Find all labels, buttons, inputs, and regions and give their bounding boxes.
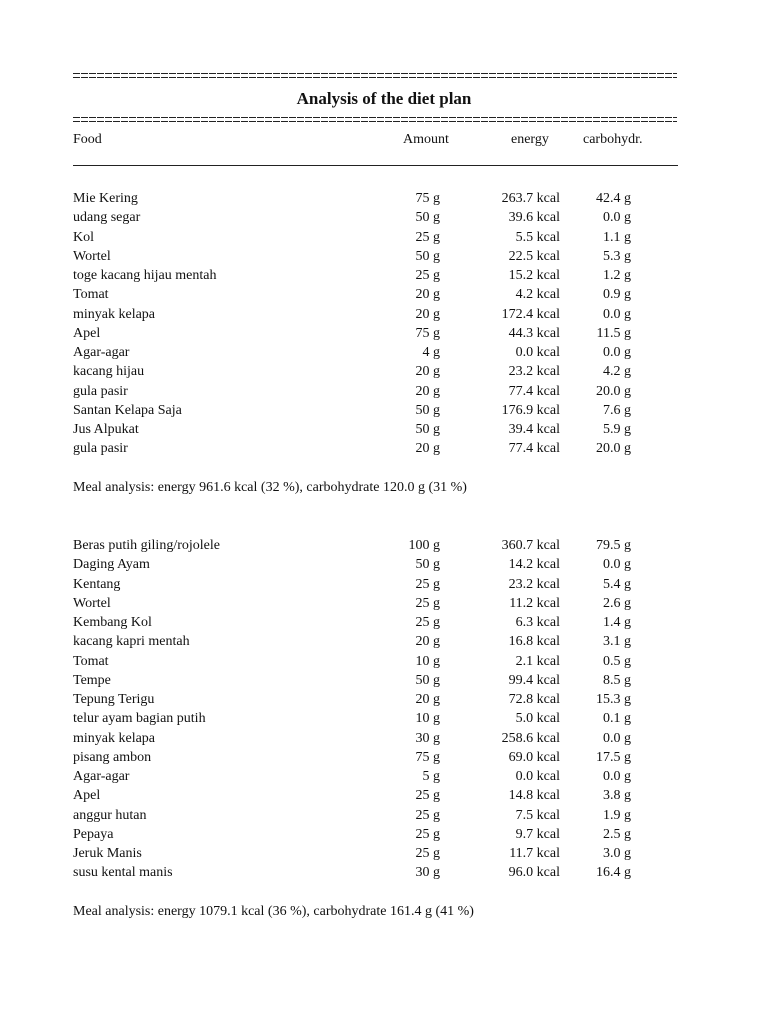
energy-cell: 7.5 kcal	[515, 807, 560, 823]
carbohydrate-cell: 79.5 g	[596, 538, 631, 553]
amount-cell: 75 g	[415, 749, 440, 765]
header-carbohydrate: carbohydr.	[583, 132, 643, 147]
food-cell: Jeruk Manis	[73, 846, 142, 861]
carbohydrate-cell: 0.0 g	[603, 730, 631, 746]
table-row	[0, 228, 768, 247]
amount-cell: 50 g	[415, 210, 440, 226]
food-cell: Wortel	[73, 248, 111, 264]
carbohydrate-cell: 1.9 g	[603, 807, 631, 823]
amount-cell: 25 g	[415, 615, 440, 630]
carbohydrate-cell: 4.2 g	[603, 364, 631, 380]
header-amount: Amount	[403, 132, 449, 147]
food-cell: kacang hijau	[73, 364, 145, 380]
food-cell: Mie Kering	[73, 191, 138, 206]
energy-cell: 39.4 kcal	[508, 422, 560, 437]
table-row	[0, 555, 768, 574]
food-cell: Kol	[73, 229, 94, 245]
table-row	[0, 671, 768, 690]
energy-cell: 11.2 kcal	[509, 595, 560, 611]
amount-cell: 5 g	[422, 769, 440, 784]
energy-cell: 23.2 kcal	[508, 364, 560, 380]
energy-cell: 14.8 kcal	[508, 788, 560, 804]
carbohydrate-cell: 1.4 g	[603, 615, 631, 630]
food-cell: pisang ambon	[73, 749, 152, 765]
amount-cell: 25 g	[415, 576, 440, 592]
meal-1-summary: Meal analysis: energy 961.6 kcal (32 %), carbohydrate 120.0 g (31 %)	[73, 480, 467, 495]
energy-cell: 172.4 kcal	[501, 306, 560, 322]
carbohydrate-cell: 0.0 g	[603, 769, 631, 784]
amount-cell: 20 g	[415, 634, 440, 650]
energy-cell: 96.0 kcal	[508, 865, 560, 881]
energy-cell: 0.0 kcal	[515, 769, 560, 784]
amount-cell: 50 g	[415, 402, 440, 418]
carbohydrate-cell: 42.4 g	[596, 191, 631, 206]
food-cell: Agar-agar	[73, 769, 130, 784]
table-row	[0, 613, 768, 632]
carbohydrate-cell: 20.0 g	[596, 441, 631, 457]
document-title: Analysis of the diet plan	[296, 89, 472, 108]
amount-cell: 20 g	[415, 306, 440, 322]
food-cell: minyak kelapa	[73, 730, 156, 746]
table-row	[0, 285, 768, 304]
table-row	[0, 709, 768, 728]
carbohydrate-cell: 0.0 g	[603, 210, 631, 226]
carbohydrate-cell: 0.5 g	[603, 653, 631, 669]
table-row	[0, 729, 768, 748]
energy-cell: 39.6 kcal	[508, 210, 560, 226]
carbohydrate-cell: 2.5 g	[603, 826, 631, 842]
food-cell: Santan Kelapa Saja	[73, 402, 182, 418]
table-row	[0, 632, 768, 651]
table-row	[0, 382, 768, 401]
energy-cell: 77.4 kcal	[508, 383, 560, 399]
food-cell: anggur hutan	[73, 807, 147, 823]
energy-cell: 360.7 kcal	[501, 538, 560, 553]
amount-cell: 75 g	[415, 191, 440, 206]
carbohydrate-cell: 0.0 g	[603, 557, 631, 573]
carbohydrate-cell: 16.4 g	[596, 865, 631, 881]
carbohydrate-cell: 0.0 g	[603, 345, 631, 360]
carbohydrate-cell: 3.8 g	[603, 788, 631, 804]
table-row	[0, 266, 768, 285]
carbohydrate-cell: 1.1 g	[603, 229, 631, 245]
amount-cell: 50 g	[415, 672, 440, 688]
energy-cell: 72.8 kcal	[508, 692, 560, 707]
amount-cell: 20 g	[415, 383, 440, 399]
carbohydrate-cell: 7.6 g	[603, 402, 631, 418]
table-row	[0, 844, 768, 863]
energy-cell: 77.4 kcal	[508, 441, 560, 457]
food-cell: Kembang Kol	[73, 615, 152, 630]
food-cell: gula pasir	[73, 441, 128, 457]
energy-cell: 9.7 kcal	[515, 826, 560, 842]
carbohydrate-cell: 0.9 g	[603, 287, 631, 303]
table-row	[0, 401, 768, 420]
amount-cell: 30 g	[415, 865, 440, 881]
table-row	[0, 305, 768, 324]
energy-cell: 22.5 kcal	[508, 248, 560, 264]
energy-cell: 6.3 kcal	[515, 615, 560, 630]
carbohydrate-cell: 8.5 g	[603, 672, 631, 688]
table-row	[0, 362, 768, 381]
carbohydrate-cell: 5.9 g	[603, 422, 631, 437]
meal-2-summary: Meal analysis: energy 1079.1 kcal (36 %), carbohydrate 161.4 g (41 %)	[73, 904, 474, 919]
table-row	[0, 189, 768, 208]
table-row	[0, 825, 768, 844]
food-cell: Apel	[73, 788, 101, 804]
amount-cell: 50 g	[415, 422, 440, 437]
energy-cell: 11.7 kcal	[509, 846, 560, 861]
energy-cell: 258.6 kcal	[501, 730, 560, 746]
title-double-rule	[73, 116, 677, 123]
table-row	[0, 247, 768, 266]
food-cell: kacang kapri mentah	[73, 634, 190, 650]
table-row	[0, 575, 768, 594]
amount-cell: 25 g	[415, 846, 440, 861]
carbohydrate-cell: 5.4 g	[603, 576, 631, 592]
energy-cell: 69.0 kcal	[508, 749, 560, 765]
amount-cell: 10 g	[415, 711, 440, 727]
amount-cell: 10 g	[415, 653, 440, 669]
amount-cell: 25 g	[415, 826, 440, 842]
amount-cell: 50 g	[415, 248, 440, 264]
amount-cell: 20 g	[415, 692, 440, 707]
carbohydrate-cell: 3.1 g	[603, 634, 631, 650]
amount-cell: 25 g	[415, 229, 440, 245]
energy-cell: 2.1 kcal	[515, 653, 560, 669]
energy-cell: 99.4 kcal	[508, 672, 560, 688]
food-cell: Jus Alpukat	[73, 422, 139, 437]
carbohydrate-cell: 1.2 g	[603, 268, 631, 283]
carbohydrate-cell: 15.3 g	[596, 692, 631, 707]
table-row	[0, 748, 768, 767]
table-row	[0, 863, 768, 882]
food-cell: Tepung Terigu	[73, 692, 155, 707]
food-cell: Beras putih giling/rojolele	[73, 538, 220, 553]
table-row	[0, 806, 768, 825]
energy-cell: 23.2 kcal	[508, 576, 560, 592]
table-row	[0, 786, 768, 805]
food-cell: Agar-agar	[73, 345, 130, 360]
energy-cell: 44.3 kcal	[508, 325, 560, 341]
header-underline	[73, 165, 678, 166]
energy-cell: 16.8 kcal	[508, 634, 560, 650]
amount-cell: 25 g	[415, 595, 440, 611]
food-cell: Tomat	[73, 653, 109, 669]
energy-cell: 5.0 kcal	[515, 711, 560, 727]
carbohydrate-cell: 3.0 g	[603, 846, 631, 861]
food-cell: gula pasir	[73, 383, 128, 399]
amount-cell: 30 g	[415, 730, 440, 746]
table-row	[0, 652, 768, 671]
amount-cell: 100 g	[408, 538, 440, 553]
energy-cell: 176.9 kcal	[501, 402, 560, 418]
carbohydrate-cell: 0.0 g	[603, 306, 631, 322]
table-row	[0, 343, 768, 362]
food-cell: Kentang	[73, 576, 121, 592]
food-cell: Daging Ayam	[73, 557, 150, 573]
table-row	[0, 420, 768, 439]
table-row	[0, 439, 768, 458]
carbohydrate-cell: 20.0 g	[596, 383, 631, 399]
table-row	[0, 690, 768, 709]
carbohydrate-cell: 5.3 g	[603, 248, 631, 264]
header-food: Food	[73, 132, 102, 147]
food-cell: Wortel	[73, 595, 111, 611]
amount-cell: 20 g	[415, 364, 440, 380]
table-row	[0, 208, 768, 227]
table-row	[0, 594, 768, 613]
food-cell: minyak kelapa	[73, 306, 156, 322]
food-cell: udang segar	[73, 210, 141, 226]
amount-cell: 25 g	[415, 807, 440, 823]
energy-cell: 0.0 kcal	[515, 345, 560, 360]
food-cell: Apel	[73, 325, 101, 341]
energy-cell: 15.2 kcal	[508, 268, 560, 283]
energy-cell: 5.5 kcal	[515, 229, 560, 245]
food-cell: Tempe	[73, 672, 111, 688]
food-cell: Tomat	[73, 287, 109, 303]
food-cell: susu kental manis	[73, 865, 173, 881]
carbohydrate-cell: 11.5 g	[596, 325, 631, 341]
energy-cell: 263.7 kcal	[501, 191, 560, 206]
amount-cell: 50 g	[415, 557, 440, 573]
food-cell: Pepaya	[73, 826, 114, 842]
top-double-rule	[73, 72, 677, 79]
amount-cell: 20 g	[415, 441, 440, 457]
amount-cell: 75 g	[415, 325, 440, 341]
table-row	[0, 767, 768, 786]
carbohydrate-cell: 17.5 g	[596, 749, 631, 765]
carbohydrate-cell: 2.6 g	[603, 595, 631, 611]
energy-cell: 14.2 kcal	[508, 557, 560, 573]
header-energy: energy	[511, 132, 549, 147]
amount-cell: 4 g	[422, 345, 440, 360]
amount-cell: 20 g	[415, 287, 440, 303]
table-row	[0, 324, 768, 343]
food-cell: telur ayam bagian putih	[73, 711, 206, 727]
carbohydrate-cell: 0.1 g	[603, 711, 631, 727]
table-row	[0, 536, 768, 555]
amount-cell: 25 g	[415, 268, 440, 283]
amount-cell: 25 g	[415, 788, 440, 804]
energy-cell: 4.2 kcal	[515, 287, 560, 303]
food-cell: toge kacang hijau mentah	[73, 268, 217, 283]
